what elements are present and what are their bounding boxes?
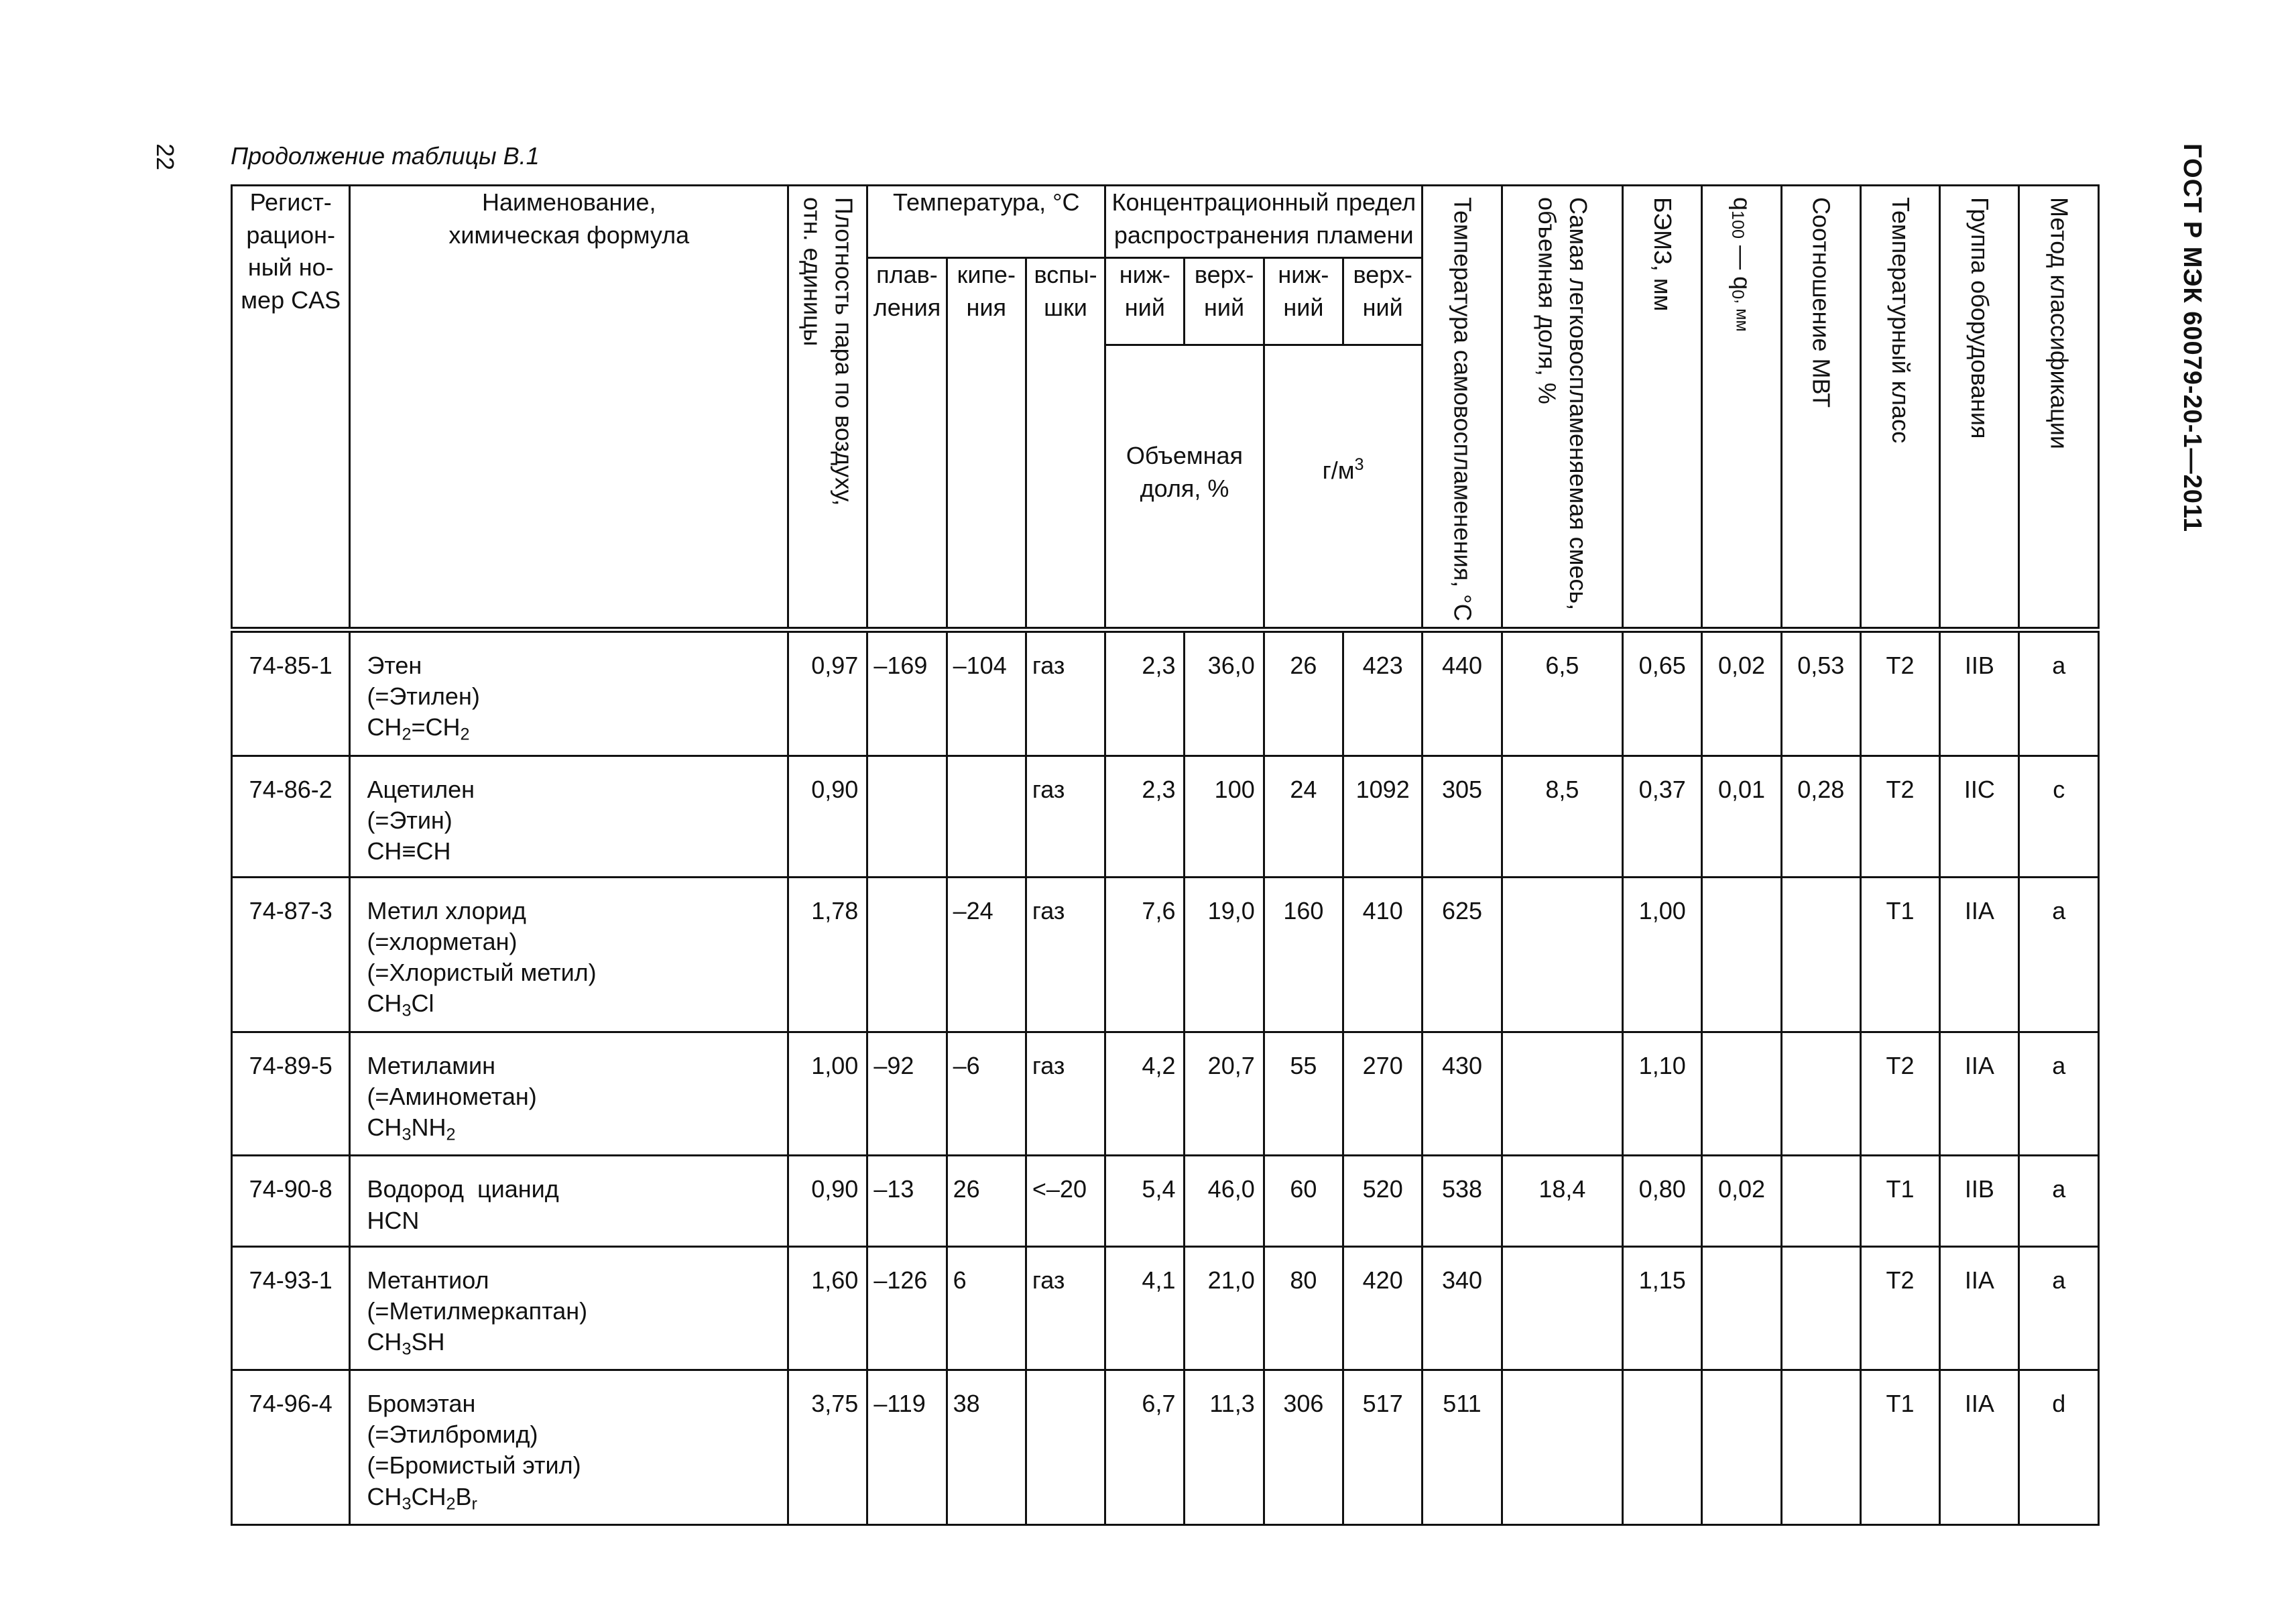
cell-boiling: –24: [947, 877, 1026, 1032]
cell-tclass: Т2: [1860, 630, 1939, 756]
cell-name: [350, 1156, 788, 1246]
cell-boiling: 6: [947, 1246, 1026, 1370]
cell-mvt: 0,53: [1781, 630, 1860, 756]
cell-upper-vol: 21,0: [1185, 1246, 1264, 1370]
cell-cas: 74-87-3: [232, 877, 350, 1032]
cell-mvt: [1781, 1032, 1860, 1156]
table-body: [232, 630, 2099, 1525]
header-melting: плав- ления: [867, 258, 947, 630]
table-row: [232, 630, 2099, 756]
cell-q: [1702, 1032, 1781, 1156]
cell-melting: –126: [867, 1246, 947, 1370]
cell-upper-g: 420: [1343, 1246, 1423, 1370]
chemical-formula: CH≡CH: [367, 837, 451, 865]
header-lower-g: ниж- ний: [1264, 258, 1343, 345]
table-row: [232, 1370, 2099, 1525]
cell-method: a: [2019, 877, 2099, 1032]
cell-group: IIA: [1940, 1246, 2019, 1370]
cell-melting: [867, 756, 947, 877]
substance-name-line: (=Хлористый метил): [367, 959, 597, 987]
cell-autoign: 538: [1423, 1156, 1502, 1246]
cell-tclass: Т1: [1860, 1156, 1939, 1246]
header-upper-vol: верх- ний: [1185, 258, 1264, 345]
cell-boiling: [947, 756, 1026, 877]
table-row: [232, 756, 2099, 877]
cell-group: IIC: [1940, 756, 2019, 877]
header-q: $q_{100}$ — $q_0$, мм: [1702, 186, 1781, 630]
cell-boiling: –6: [947, 1032, 1026, 1156]
cell-lower-g: 80: [1264, 1246, 1343, 1370]
substance-name-line: Бромэтан: [367, 1390, 476, 1418]
header-conc-limit: Концентрационный предел распространения пламени: [1105, 186, 1423, 258]
header-upper-g: верх- ний: [1343, 258, 1423, 345]
cell-tclass: Т2: [1860, 1032, 1939, 1156]
cell-autoign: 440: [1423, 630, 1502, 756]
cell-group: IIA: [1940, 1032, 2019, 1156]
cell-lower-vol: 7,6: [1105, 877, 1185, 1032]
chemical-formula: $CH_3SH$: [367, 1327, 445, 1359]
cell-mvt: [1781, 1246, 1860, 1370]
cell-upper-g: 1092: [1343, 756, 1423, 877]
header-gm3: $г/м^3$: [1264, 345, 1423, 630]
chemical-formula: $CH_3Cl$: [367, 989, 434, 1020]
cell-melting: [867, 877, 947, 1032]
substance-name-line: Метил хлорид: [367, 896, 526, 924]
cell-cas: 74-90-8: [232, 1156, 350, 1246]
header-name: Наименование, химическая формула: [350, 186, 788, 630]
cell-bemz: 1,10: [1623, 1032, 1702, 1156]
header-group: Группа оборудования: [1940, 186, 2019, 630]
cell-lower-g: 26: [1264, 630, 1343, 756]
header-tclass: Температурный класс: [1860, 186, 1939, 630]
substances-table: [231, 184, 2100, 1526]
header-temperature: Температура, °С: [867, 186, 1105, 258]
cell-flash: [1026, 1370, 1105, 1525]
table-row: [232, 1156, 2099, 1246]
cell-mix: [1502, 1246, 1622, 1370]
cell-mvt: [1781, 877, 1860, 1032]
cell-group: IIA: [1940, 1370, 2019, 1525]
chemical-formula: $CH_3NH_2$: [367, 1113, 456, 1144]
cell-density: 1,78: [788, 877, 867, 1032]
cell-upper-vol: 19,0: [1185, 877, 1264, 1032]
cell-method: d: [2019, 1370, 2099, 1525]
header-bemz: БЭМЗ, мм: [1623, 186, 1702, 630]
cell-upper-g: 410: [1343, 877, 1423, 1032]
cell-lower-g: 306: [1264, 1370, 1343, 1525]
cell-boiling: 38: [947, 1370, 1026, 1525]
cell-q: [1702, 877, 1781, 1032]
cell-bemz: 1,00: [1623, 877, 1702, 1032]
header-density: Плотность пара по воздуху, отн. единицы: [788, 186, 867, 630]
cell-tclass: Т1: [1860, 1370, 1939, 1525]
table-row: [232, 1032, 2099, 1156]
cell-mix: [1502, 1032, 1622, 1156]
table-caption: Продолжение таблицы В.1: [231, 142, 540, 170]
cell-mix: [1502, 1370, 1622, 1525]
header-boiling: кипе- ния: [947, 258, 1026, 630]
substance-name-line: (=Метилмеркаптан): [367, 1297, 588, 1325]
cell-bemz: [1623, 1370, 1702, 1525]
cell-boiling: –104: [947, 630, 1026, 756]
cell-density: 0,90: [788, 756, 867, 877]
cell-upper-g: 517: [1343, 1370, 1423, 1525]
cell-density: 1,60: [788, 1246, 867, 1370]
table-row: [232, 877, 2099, 1032]
cell-lower-vol: 5,4: [1105, 1156, 1185, 1246]
substance-name-line: Этен: [367, 652, 422, 679]
cell-q: [1702, 1246, 1781, 1370]
cell-upper-vol: 20,7: [1185, 1032, 1264, 1156]
cell-tclass: Т1: [1860, 877, 1939, 1032]
cell-lower-g: 60: [1264, 1156, 1343, 1246]
cell-lower-vol: 4,1: [1105, 1246, 1185, 1370]
cell-flash: <–20: [1026, 1156, 1105, 1246]
cell-method: a: [2019, 1246, 2099, 1370]
cell-flash: газ: [1026, 1246, 1105, 1370]
cell-lower-g: 160: [1264, 877, 1343, 1032]
cell-cas: 74-86-2: [232, 756, 350, 877]
cell-lower-vol: 6,7: [1105, 1370, 1185, 1525]
cell-q: [1702, 1370, 1781, 1525]
cell-method: a: [2019, 1156, 2099, 1246]
cell-mix: 6,5: [1502, 630, 1622, 756]
cell-upper-g: 520: [1343, 1156, 1423, 1246]
cell-q: 0,01: [1702, 756, 1781, 877]
cell-upper-vol: 36,0: [1185, 630, 1264, 756]
cell-name: [350, 1032, 788, 1156]
header-flash: вспы- шки: [1026, 258, 1105, 630]
cell-density: 0,90: [788, 1156, 867, 1246]
cell-group: IIA: [1940, 877, 2019, 1032]
chemical-formula: $CH_2=CH_2$: [367, 713, 470, 744]
cell-name: [350, 1246, 788, 1370]
cell-method: a: [2019, 1032, 2099, 1156]
standard-code: ГОСТ Р МЭК 60079-20-1—2011: [2178, 143, 2206, 533]
cell-mvt: [1781, 1370, 1860, 1525]
cell-density: 3,75: [788, 1370, 867, 1525]
cell-flash: газ: [1026, 756, 1105, 877]
cell-mix: [1502, 877, 1622, 1032]
cell-name: [350, 1370, 788, 1525]
cell-group: IIB: [1940, 1156, 2019, 1246]
cell-bemz: 0,37: [1623, 756, 1702, 877]
cell-autoign: 430: [1423, 1032, 1502, 1156]
substance-name-line: (=Этилбромид): [367, 1421, 538, 1449]
cell-mix: 8,5: [1502, 756, 1622, 877]
header-autoignition: Температура самовоспламенения, °С: [1423, 186, 1502, 630]
cell-upper-g: 423: [1343, 630, 1423, 756]
table-row: [232, 1246, 2099, 1370]
cell-lower-vol: 4,2: [1105, 1032, 1185, 1156]
cell-autoign: 511: [1423, 1370, 1502, 1525]
header-lower-vol: ниж- ний: [1105, 258, 1185, 345]
cell-lower-vol: 2,3: [1105, 630, 1185, 756]
cell-name: [350, 877, 788, 1032]
cell-name: [350, 630, 788, 756]
cell-autoign: 305: [1423, 756, 1502, 877]
cell-mix: 18,4: [1502, 1156, 1622, 1246]
header-vol-fraction: Объемная доля, %: [1105, 345, 1264, 630]
cell-melting: –92: [867, 1032, 947, 1156]
cell-cas: 74-96-4: [232, 1370, 350, 1525]
cell-flash: газ: [1026, 877, 1105, 1032]
cell-upper-vol: 100: [1185, 756, 1264, 877]
cell-cas: 74-89-5: [232, 1032, 350, 1156]
cell-flash: газ: [1026, 630, 1105, 756]
cell-bemz: 0,80: [1623, 1156, 1702, 1246]
substance-name-line: (=Бромистый этил): [367, 1451, 581, 1480]
cell-mvt: [1781, 1156, 1860, 1246]
chemical-formula: HCN: [367, 1206, 420, 1234]
cell-q: 0,02: [1702, 630, 1781, 756]
substance-name-line: Метиламин: [367, 1051, 496, 1079]
cell-autoign: 625: [1423, 877, 1502, 1032]
header-method: Метод классификации: [2019, 186, 2099, 630]
cell-density: 0,97: [788, 630, 867, 756]
substance-name-line: Метантиол: [367, 1266, 489, 1294]
header-mvt: Соотношение МВТ: [1781, 186, 1860, 630]
cell-cas: 74-85-1: [232, 630, 350, 756]
substance-name-line: (=хлорметан): [367, 928, 518, 956]
cell-boiling: 26: [947, 1156, 1026, 1246]
substance-name-line: (=Аминометан): [367, 1082, 537, 1110]
cell-lower-vol: 2,3: [1105, 756, 1185, 877]
cell-tclass: Т2: [1860, 1246, 1939, 1370]
substance-name-line: (=Этилен): [367, 682, 480, 711]
cell-tclass: Т2: [1860, 756, 1939, 877]
cell-method: c: [2019, 756, 2099, 877]
cell-cas: 74-93-1: [232, 1246, 350, 1370]
cell-bemz: 1,15: [1623, 1246, 1702, 1370]
cell-melting: –119: [867, 1370, 947, 1525]
substance-name-line: Ацетилен: [367, 775, 475, 803]
cell-bemz: 0,65: [1623, 630, 1702, 756]
substance-name-line: (=Этин): [367, 806, 452, 834]
cell-upper-vol: 11,3: [1185, 1370, 1264, 1525]
cell-lower-g: 55: [1264, 1032, 1343, 1156]
header-cas: Регист- рацион- ный но- мер CAS: [232, 186, 350, 630]
cell-lower-g: 24: [1264, 756, 1343, 877]
cell-melting: –169: [867, 630, 947, 756]
cell-density: 1,00: [788, 1032, 867, 1156]
chemical-formula: $CH_3CH_2B_r$: [367, 1482, 477, 1513]
cell-method: a: [2019, 630, 2099, 756]
cell-mvt: 0,28: [1781, 756, 1860, 877]
substance-name-line: Водород цианид: [367, 1175, 559, 1203]
header-mix: Самая легковоспламеняемая смесь, объемная доля, %: [1502, 186, 1622, 630]
cell-name: [350, 756, 788, 877]
cell-melting: –13: [867, 1156, 947, 1246]
page-number: 22: [152, 143, 179, 171]
cell-upper-g: 270: [1343, 1032, 1423, 1156]
cell-upper-vol: 46,0: [1185, 1156, 1264, 1246]
cell-group: IIB: [1940, 630, 2019, 756]
cell-autoign: 340: [1423, 1246, 1502, 1370]
cell-flash: газ: [1026, 1032, 1105, 1156]
cell-q: 0,02: [1702, 1156, 1781, 1246]
